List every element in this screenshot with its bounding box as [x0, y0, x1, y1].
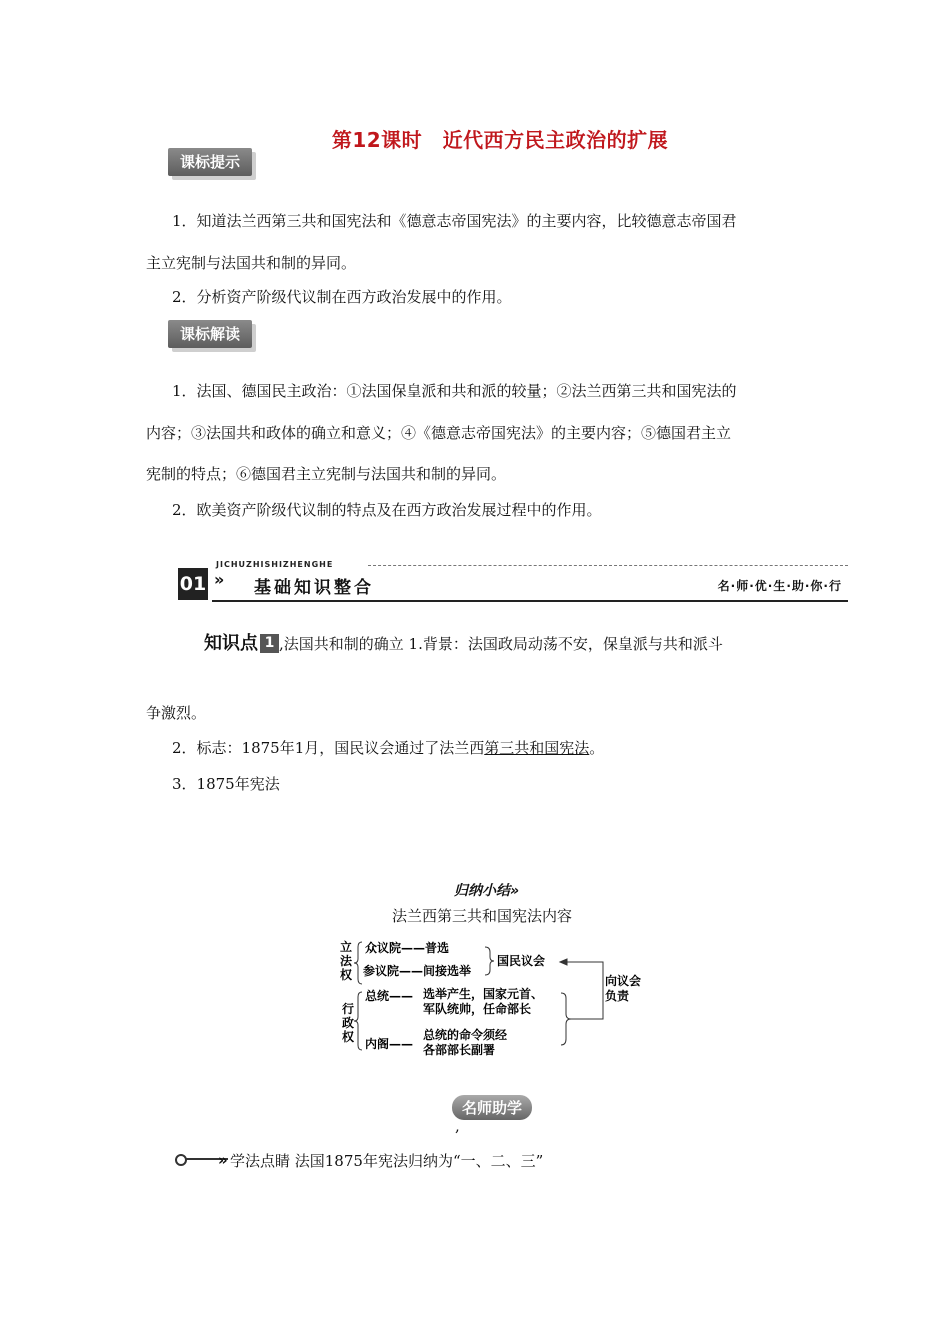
mingshi-badge: 名师助学 — [452, 1095, 532, 1120]
section-tag-standards-hint: 课标提示 — [168, 148, 252, 176]
summary-arrow-icon: » — [510, 883, 520, 899]
house-brace — [485, 947, 494, 975]
reading-item-1-cont: 内容；③法国共和政体的确立和意义；④《德意志帝国宪法》的主要内容；⑤德国君主立 — [146, 424, 732, 442]
executive-label-1: 行 — [342, 1002, 355, 1016]
knowledge-item-3: 3．1875年宪法 — [172, 775, 280, 793]
standards-item-2: 2．分析资产阶级代议制在西方政治发展中的作用。 — [172, 288, 512, 306]
section-arrow-icon: » — [214, 570, 225, 589]
knowledge-point-text: ,法国共和制的确立 1.背景：法国政局动荡不安，保皇派与共和派斗 — [279, 635, 723, 653]
legislative-label-1: 立 — [340, 940, 353, 954]
cabinet: 内阁—— — [365, 1037, 414, 1051]
reading-item-1-cont2: 宪制的特点；⑥德国君主立宪制与法国共和制的异同。 — [146, 465, 507, 483]
summary-label-text: 归纳小结 — [454, 883, 510, 899]
section-pinyin: JICHUZHISHIZHENGHE — [216, 560, 334, 569]
study-tip: 学法点睛 法国1875年宪法归纳为“一、二、三” — [230, 1152, 544, 1170]
section-heading: 基础知识整合 — [254, 578, 374, 598]
reading-item-1: 1．法国、德国民主政治：①法国保皇派和共和派的较量；②法兰西第三共和国宪法的 — [172, 382, 737, 400]
arrowhead-icon — [560, 959, 567, 965]
knowledge-item-2-underlined: 第三共和国宪法 — [484, 739, 590, 757]
study-tip-arrow-icon: » — [218, 1151, 228, 1169]
knowledge-item-2-prefix: 2．标志：1875年1月，国民议会通过了法兰西 — [172, 739, 485, 757]
legislative-label-3: 权 — [340, 968, 353, 982]
responsible-1: 向议会 — [605, 974, 642, 988]
standards-item-1: 1．知道法兰西第三共和国宪法和《德意志帝国宪法》的主要内容，比较德意志帝国君 — [172, 212, 737, 230]
legislative-brace — [354, 942, 362, 984]
section-number: 01 — [178, 568, 208, 600]
knowledge-item-2 — [172, 737, 604, 759]
executive-label-3: 权 — [342, 1030, 355, 1044]
national-assembly: 国民议会 — [497, 954, 546, 968]
president-desc-2: 军队统帅，任命部长 — [423, 1002, 532, 1016]
knowledge-item-2-suffix: 。 — [589, 739, 605, 757]
legislative-label-2: 法 — [340, 954, 353, 968]
knowledge-point-line — [204, 633, 723, 655]
stray-comma: , — [455, 1117, 460, 1135]
standards-item-1-cont: 主立宪制与法国共和制的异同。 — [146, 254, 357, 272]
page-title: 第12课时 近代西方民主政治的扩展 — [331, 128, 669, 152]
section-banner — [178, 562, 848, 602]
upper-house: 参议院——间接选举 — [363, 964, 472, 978]
knowledge-point-cont: 争激烈。 — [146, 704, 207, 722]
section-rule — [212, 600, 848, 602]
study-tip-pointer-icon — [175, 1154, 187, 1166]
section-tag-standards-reading: 课标解读 — [168, 320, 252, 348]
summary-label — [454, 880, 519, 900]
executive-brace — [354, 992, 362, 1050]
president-desc-1: 选举产生，国家元首、 — [423, 987, 544, 1001]
executive-right-brace — [561, 993, 571, 1045]
knowledge-point-number: 1 — [260, 634, 279, 653]
section-slogan: 名·师·优·生·助·你·行 — [717, 579, 842, 593]
section-dash-line — [368, 565, 848, 566]
lower-house: 众议院——普选 — [365, 941, 450, 955]
cabinet-desc-1: 总统的命令须经 — [423, 1028, 508, 1042]
summary-title: 法兰西第三共和国宪法内容 — [392, 907, 573, 925]
reading-item-2: 2．欧美资产阶级代议制的特点及在西方政治发展过程中的作用。 — [172, 501, 602, 519]
responsible-2: 负责 — [605, 989, 630, 1003]
knowledge-point-label: 知识点 — [204, 633, 258, 654]
president: 总统—— — [365, 989, 414, 1003]
executive-label-2: 政 — [342, 1016, 355, 1030]
constitution-diagram — [335, 935, 655, 1065]
cabinet-desc-2: 各部部长副署 — [423, 1043, 496, 1057]
